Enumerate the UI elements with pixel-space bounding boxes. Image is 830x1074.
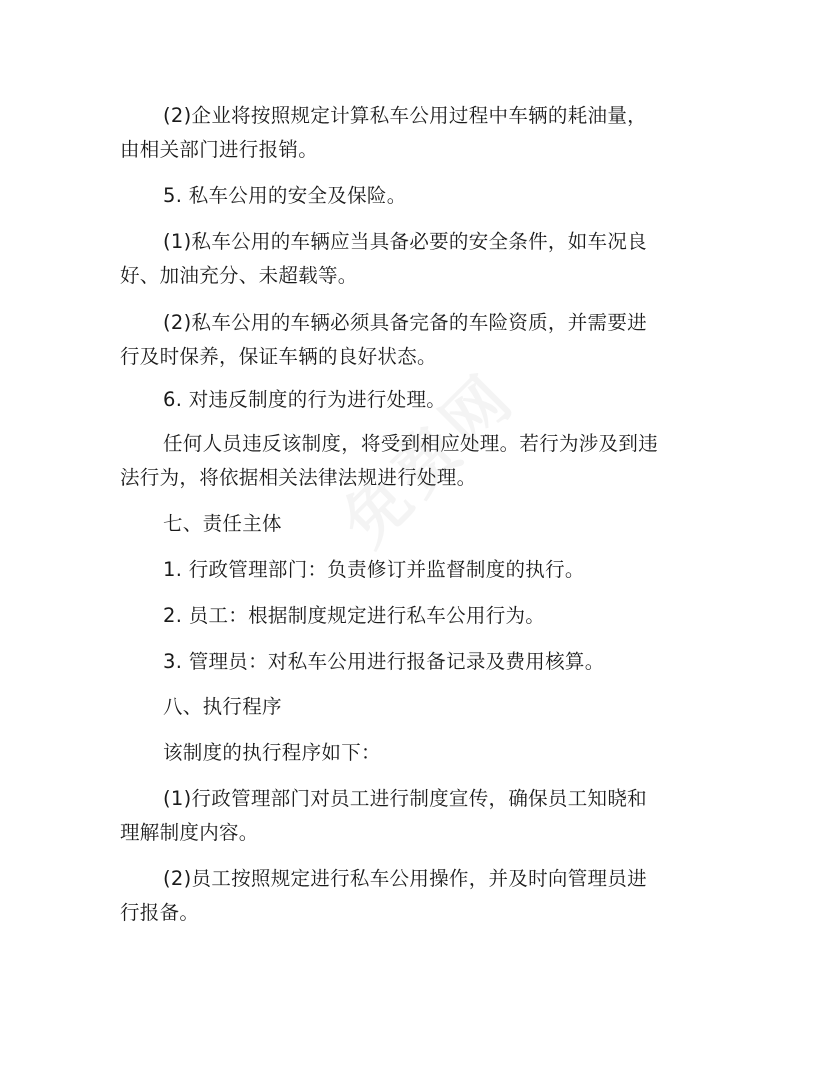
paragraph-violation-handling: [120, 427, 720, 495]
section-heading-procedure: [120, 690, 720, 724]
paragraph-line: 七、责任主体: [163, 512, 282, 535]
section-heading-responsibility: [120, 507, 720, 541]
paragraph-line: (1)私车公用的车辆应当具备必要的安全条件，如车况良: [163, 230, 647, 253]
paragraph-line: 任何人员违反该制度，将受到相应处理。若行为涉及到违: [163, 432, 659, 455]
paragraph-line: 法行为，将依据相关法律法规进行处理。: [120, 466, 477, 489]
paragraph-line: 5. 私车公用的安全及保险。: [163, 184, 407, 207]
list-item-administrator: [120, 645, 720, 679]
paragraph-line: (2)企业将按照规定计算私车公用过程中车辆的耗油量，: [163, 104, 647, 127]
paragraph-line: (2)员工按照规定进行私车公用操作，并及时向管理员进: [163, 867, 647, 890]
list-item-employee: [120, 599, 720, 633]
paragraph-line: 好、加油充分、未超载等。: [120, 264, 358, 287]
paragraph-procedure-step-2: [120, 862, 720, 930]
paragraph-line: (1)行政管理部门对员工进行制度宣传，确保员工知晓和: [163, 787, 647, 810]
paragraph-line: 2. 员工：根据制度规定进行私车公用行为。: [163, 604, 546, 627]
section-item-safety-insurance: [120, 179, 720, 213]
paragraph-safety-conditions: [120, 225, 720, 293]
paragraph-line: 该制度的执行程序如下：: [163, 741, 381, 764]
paragraph-line: 6. 对违反制度的行为进行处理。: [163, 388, 447, 411]
paragraph-procedure-step-1: [120, 782, 720, 850]
paragraph-fuel-reimbursement: [120, 99, 720, 167]
paragraph-insurance: [120, 306, 720, 374]
paragraph-line: (2)私车公用的车辆必须具备完备的车险资质，并需要进: [163, 311, 647, 334]
paragraph-line: 由相关部门进行报销。: [120, 138, 319, 161]
paragraph-line: 理解制度内容。: [120, 821, 259, 844]
section-item-violations: [120, 383, 720, 417]
paragraph-line: 八、执行程序: [163, 695, 282, 718]
paragraph-line: 行报备。: [120, 901, 200, 924]
paragraph-procedure-intro: [120, 736, 720, 770]
paragraph-line: 3. 管理员：对私车公用进行报备记录及费用核算。: [163, 650, 605, 673]
paragraph-line: 1. 行政管理部门：负责修订并监督制度的执行。: [163, 558, 585, 581]
paragraph-line: 行及时保养，保证车辆的良好状态。: [120, 345, 437, 368]
list-item-admin-dept: [120, 553, 720, 587]
